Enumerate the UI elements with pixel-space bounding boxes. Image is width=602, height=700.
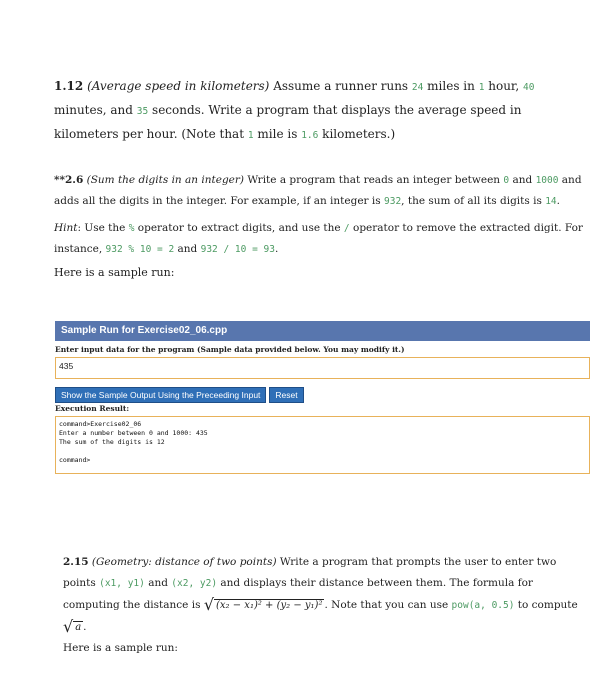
input-data-field[interactable]: 435: [55, 357, 590, 379]
code: 40: [522, 82, 535, 93]
sample-run-intro: Here is a sample run:: [54, 266, 175, 279]
code: (x2, y2): [171, 578, 218, 589]
text: operator to remove the extracted digit. For instance,: [54, 222, 583, 255]
code: 24: [411, 82, 424, 93]
text: Assume a runner runs: [269, 79, 412, 93]
input-label: Enter input data for the program (Sample data provided below. You may modify it.): [55, 345, 405, 354]
text: miles in: [423, 79, 479, 93]
hint-label: Hint: [54, 222, 78, 234]
execution-console[interactable]: command>Exercise02_06 Enter a number between 0 and 1000: 435 The sum of the digits is 12 command>: [55, 416, 590, 474]
code: 1: [247, 130, 254, 141]
reset-button[interactable]: Reset: [269, 387, 303, 403]
code: pow(a, 0.5): [451, 600, 515, 611]
text: mile is: [253, 127, 302, 141]
text: operator to extract digits, and use the: [134, 222, 344, 234]
sqrt-icon: √: [203, 595, 215, 614]
text: and displays their distance between them. The formula for computing the distance is: [63, 577, 533, 611]
code: 1: [478, 82, 485, 93]
text: .: [83, 621, 87, 633]
text: to compute: [514, 599, 578, 611]
show-output-button[interactable]: Show the Sample Output Using the Preceeding Input: [55, 387, 266, 403]
code: 1.6: [301, 130, 319, 141]
text: kilometers.): [318, 127, 396, 141]
button-row: [55, 385, 590, 401]
exercise-number: 2.15: [63, 556, 89, 568]
text: . Note that you can use: [324, 599, 452, 611]
text: and: [174, 243, 201, 255]
code: %: [128, 223, 135, 234]
exercise-number: **2.6: [54, 174, 84, 186]
text: and: [144, 577, 172, 589]
code: 35: [136, 106, 149, 117]
text: minutes, and: [54, 103, 137, 117]
code: 932 % 10 = 2: [105, 244, 175, 255]
exercise-title: (Average speed in kilometers): [87, 79, 270, 93]
sqrt-icon: √: [63, 617, 74, 636]
text: .: [556, 195, 560, 207]
text: Write a program that reads an integer between: [244, 174, 504, 186]
sample-run-widget: [55, 321, 590, 474]
distance-formula: [204, 594, 325, 616]
code: 932 / 10 = 93: [200, 244, 275, 255]
sample-run-header: Sample Run for Exercise02_06.cpp: [55, 321, 590, 341]
code: /: [343, 223, 350, 234]
execution-result-label: Execution Result:: [55, 404, 130, 413]
code: 14: [545, 196, 557, 207]
text: Write a program that prompts the user to enter two points: [63, 556, 557, 589]
code: 932: [384, 196, 402, 207]
exercise-title: (Geometry: distance of two points): [91, 556, 277, 568]
text: seconds. Write a program that displays the average speed in kilometers per hour. (Note that: [54, 103, 522, 141]
text: and: [509, 174, 536, 186]
exercise-title: (Sum the digits in an integer): [86, 174, 245, 186]
exercise-number: 1.12: [54, 79, 84, 93]
text: , the sum of all its digits is: [401, 195, 546, 207]
exercise-2-6: [54, 170, 584, 212]
exercise-2-15: [63, 552, 583, 659]
text: : Use the: [77, 222, 129, 234]
text: .: [274, 243, 279, 255]
code: 0: [503, 175, 510, 186]
exercise-1-12: [54, 75, 574, 147]
text: and adds all the digits in the integer. For example, if an integer is: [54, 174, 582, 207]
hint-paragraph: [54, 218, 584, 260]
sqrt-a-formula: [63, 616, 83, 638]
text: hour,: [484, 79, 523, 93]
code: (x1, y1): [99, 578, 145, 589]
formula-radicand: (x₂ − x₁)² + (y₂ − y₁)²: [216, 600, 323, 611]
code: 1000: [535, 175, 559, 186]
formula-radicand: a: [75, 622, 82, 633]
sample-run-intro-2: Here is a sample run:: [63, 642, 178, 654]
